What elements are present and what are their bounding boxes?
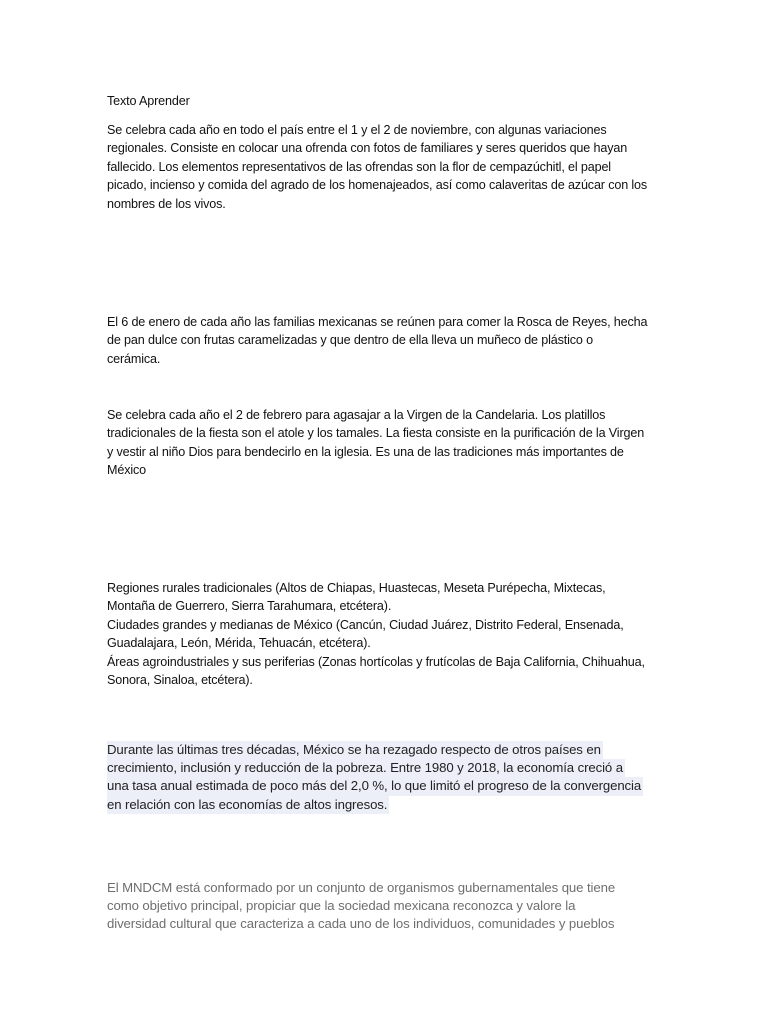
text-line: El 6 de enero de cada año las familias mexicanas se reúnen para comer la Rosca de Reyes, hecha (107, 315, 648, 329)
text-line: Se celebra cada año el 2 de febrero para agasajar a la Virgen de la Candelaria. Los platillos (107, 408, 606, 422)
text-line: Sonora, Sinaloa, etcétera). (107, 673, 253, 688)
text-line: México (107, 463, 146, 478)
text-line: Se celebra cada año en todo el país entre el 1 y el 2 de noviembre, con algunas variaciones (107, 123, 607, 137)
paragraph-economy-highlighted (107, 741, 667, 814)
paragraph-day-of-dead (107, 121, 667, 213)
text-line: Áreas agroindustriales y sus periferias (Zonas hortícolas y frutícolas de Baja California, Chihuahua, (107, 654, 645, 669)
highlighted-line: en relación con las economías de altos ingresos. (107, 796, 389, 814)
text-line: como objetivo principal, propiciar que la sociedad mexicana reconozca y valore la (107, 898, 576, 914)
text-line: fallecido. Los elementos representativos de las ofrendas son la flor de cempazúchitl, el papel (107, 159, 611, 174)
paragraph-mndcm (107, 879, 667, 934)
paragraph-candelaria (107, 406, 667, 480)
text-line: Montaña de Guerrero, Sierra Tarahumara, etcétera). (107, 599, 392, 614)
highlighted-line: Durante las últimas tres décadas, México se ha rezagado respecto de otros países en (107, 741, 603, 759)
text-line: tradicionales de la fiesta son el atole y los tamales. La fiesta consiste en la purificación de la Virgen (107, 426, 645, 441)
text-line: y vestir al niño Dios para bendecirlo en la iglesia. Es una de las tradiciones más importantes de (107, 444, 624, 459)
text-line: Regiones rurales tradicionales (Altos de Chiapas, Huastecas, Meseta Purépecha, Mixtecas, (107, 581, 606, 595)
highlighted-line: crecimiento, inclusión y reducción de la pobreza. Entre 1980 y 2018, la economía creció a (107, 759, 625, 777)
text-line: regionales. Consiste en colocar una ofrenda con fotos de familiares y seres queridos que hayan (107, 141, 628, 156)
text-line: picado, incienso y comida del agrado de los homenajeados, así como calaveritas de azúcar con los (107, 178, 648, 193)
text-line: nombres de los vivos. (107, 196, 226, 211)
text-line: cerámica. (107, 351, 161, 366)
text-line: El MNDCM está conformado por un conjunto de organismos gubernamentales que tiene (107, 880, 616, 895)
text-line: Guadalajara, León, Mérida, Tehuacán, etcétera). (107, 636, 371, 651)
paragraph-regions (107, 579, 667, 689)
highlighted-line: una tasa anual estimada de poco más del 2,0 %, lo que limitó el progreso de la convergencia (107, 777, 643, 795)
document-title (107, 92, 667, 110)
paragraph-rosca-de-reyes (107, 313, 667, 368)
text-line: diversidad cultural que caracteriza a cada uno de los individuos, comunidades y pueblos (107, 916, 615, 932)
title-text: Texto Aprender (107, 94, 190, 108)
text-line: de pan dulce con frutas caramelizadas y que dentro de ella lleva un muñeco de plástico o (107, 333, 593, 348)
text-line: Ciudades grandes y medianas de México (Cancún, Ciudad Juárez, Distrito Federal, Ensenada, (107, 617, 624, 632)
